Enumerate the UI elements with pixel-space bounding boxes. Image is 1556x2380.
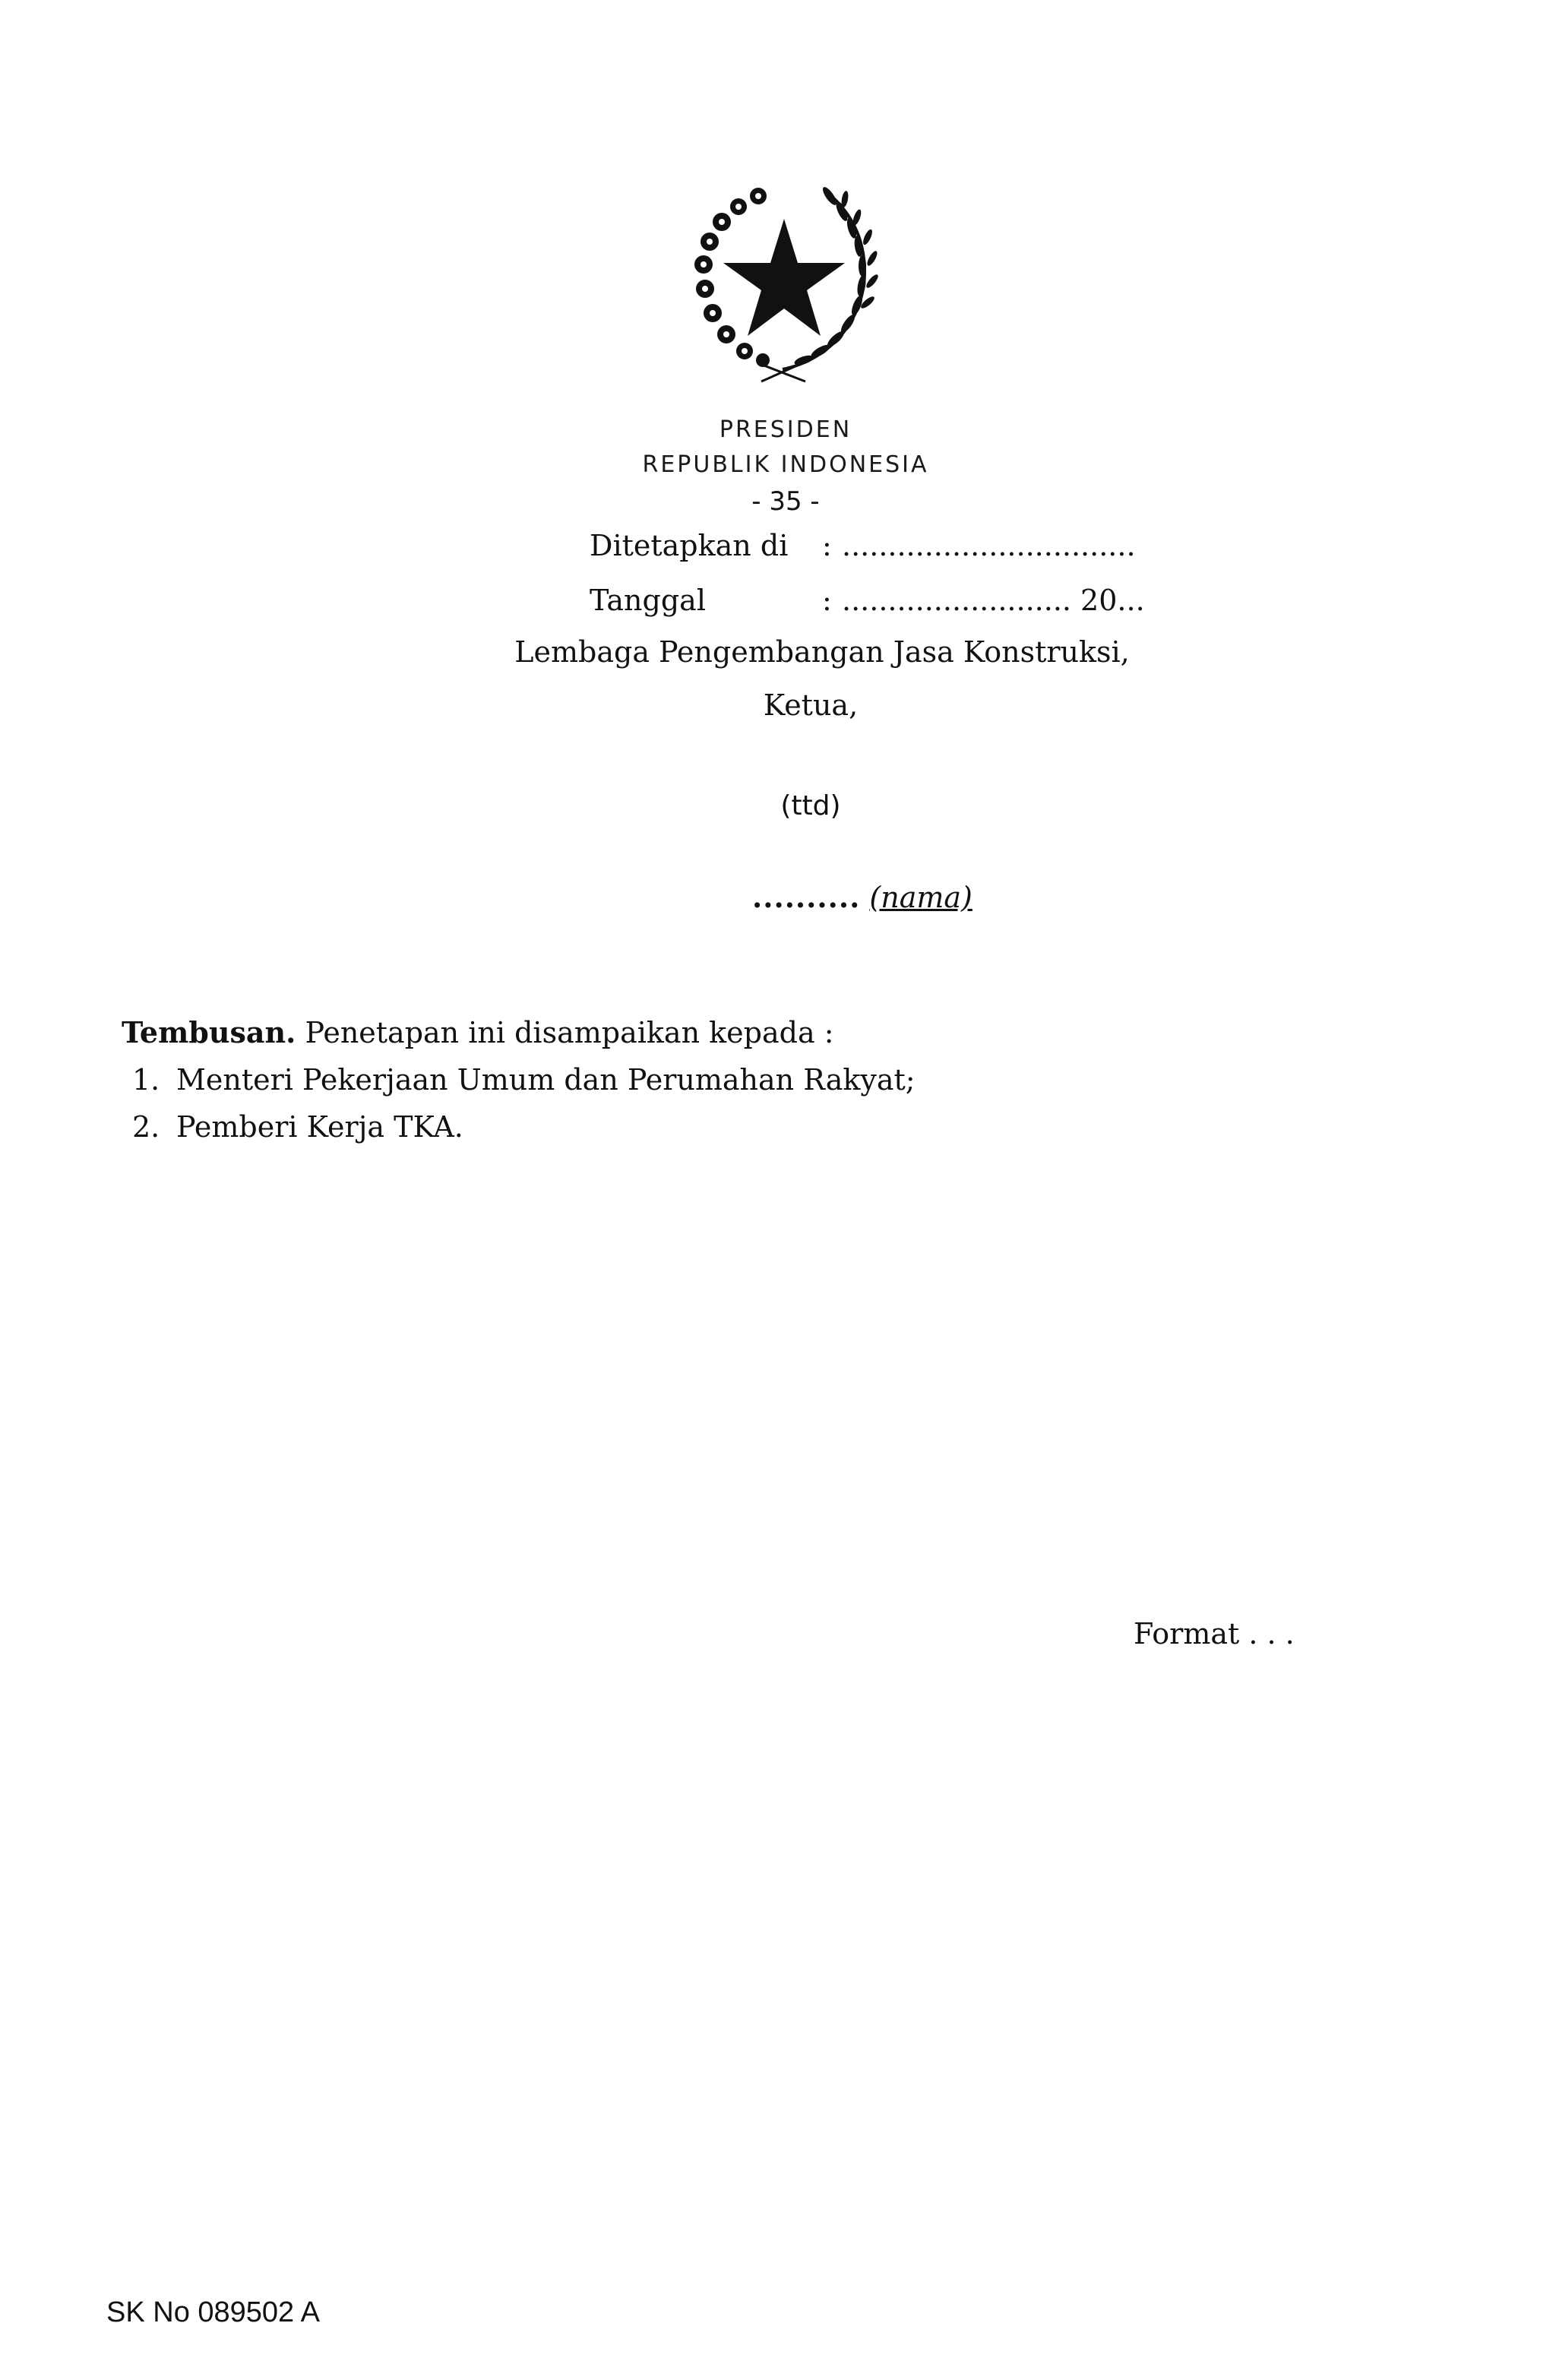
continuation-marker: Format . . . — [1134, 1617, 1295, 1650]
field-label-date: Tanggal — [590, 584, 706, 617]
emblem-title-line1: PRESIDEN — [719, 416, 852, 443]
cc-title: Tembusan. — [122, 1015, 296, 1049]
field-value-place: ................................ — [842, 529, 1136, 562]
field-row-date — [590, 584, 1145, 617]
emblem-title-line2: REPUBLIK INDONESIA — [642, 451, 929, 478]
cc-intro: Penetapan ini disampaikan kepada : — [305, 1016, 834, 1049]
cc-heading — [122, 1009, 916, 1056]
state-emblem-icon — [669, 173, 889, 394]
signatory-position: Ketua, — [763, 688, 859, 722]
list-item — [122, 1056, 916, 1103]
document-code: SK No 089502 A — [106, 2296, 320, 2328]
signature-dots: .......... — [752, 880, 861, 914]
institution-name: Lembaga Pengembangan Jasa Konstruksi, — [514, 635, 1130, 669]
field-label-place: Ditetapkan di — [590, 529, 789, 562]
list-item-text: Menteri Pekerjaan Umum dan Perumahan Rakyat; — [176, 1063, 916, 1097]
field-colon: : — [822, 584, 832, 617]
field-value-date: ......................... 20... — [842, 584, 1145, 617]
signature-name-placeholder: (nama) — [869, 881, 972, 914]
list-item-number: 2. — [132, 1110, 160, 1144]
copy-recipients — [122, 1009, 916, 1150]
signature-ttd: (ttd) — [780, 790, 841, 821]
field-row-place — [590, 529, 1136, 562]
list-item-number: 1. — [132, 1063, 160, 1097]
field-colon: : — [822, 529, 832, 562]
page-number: - 35 - — [751, 486, 820, 517]
signatory-name — [752, 880, 972, 914]
list-item-text: Pemberi Kerja TKA. — [176, 1110, 463, 1144]
list-item — [122, 1103, 916, 1150]
